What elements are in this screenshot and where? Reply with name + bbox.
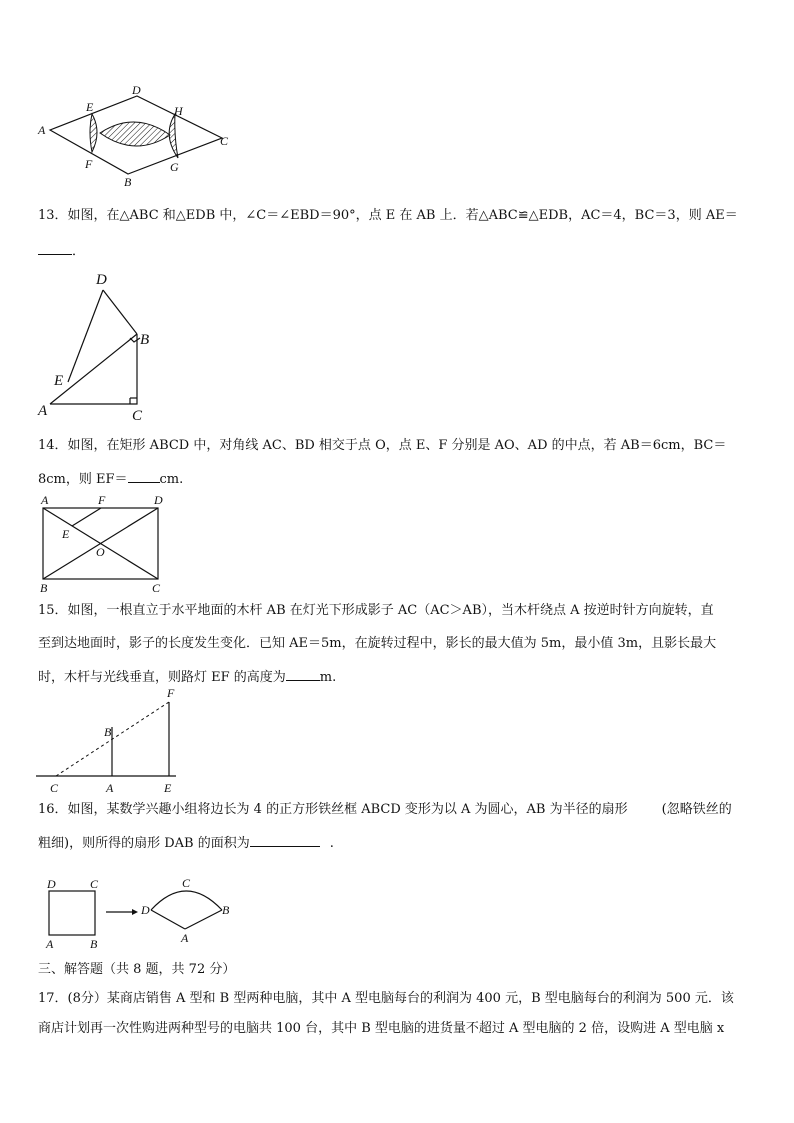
segment-de	[68, 290, 103, 382]
label-E: E	[62, 527, 70, 541]
label-A: A	[46, 937, 54, 951]
rectangle-figure	[34, 492, 174, 596]
label-E: E	[86, 100, 94, 114]
label-A: A	[41, 493, 49, 507]
segment-ef	[72, 508, 101, 526]
label-G: G	[170, 160, 179, 174]
label-C: C	[50, 781, 59, 795]
label-B: B	[222, 903, 230, 917]
label-E: E	[164, 781, 172, 795]
section-heading: 三、解答题（共 8 题，共 72 分）	[38, 962, 236, 977]
hypotenuse-ab	[50, 334, 137, 404]
q14-line1: 14．如图，在矩形 ABCD 中，对角线 AC、BD 相交于点 O，点 E、F 分别是 AO、AD 的中点，若 AB＝6cm，BC＝	[38, 438, 727, 453]
sector-arc	[151, 891, 222, 910]
label-A: A	[38, 123, 46, 137]
q15-answer-blank	[286, 668, 320, 681]
label-O: O	[96, 545, 105, 559]
sector-radius-ab	[185, 910, 222, 929]
label-C: C	[152, 581, 161, 595]
label-D: D	[47, 877, 56, 891]
label-B: B	[90, 937, 98, 951]
label-F: F	[98, 493, 106, 507]
label-A: A	[38, 403, 48, 419]
label-F: F	[85, 157, 93, 171]
left-hatch	[90, 114, 97, 152]
sector-radius-ad	[151, 910, 185, 929]
right-hatch	[169, 114, 178, 158]
label-D: D	[132, 83, 141, 97]
label-F: F	[167, 686, 175, 700]
q13-line2: ．	[38, 242, 760, 260]
triangle-figure	[30, 268, 160, 423]
label-B: B	[124, 175, 132, 189]
q17-line2: 商店计划再一次性购进两种型号的电脑共 100 台，其中 B 型电脑的进货量不超过 A 型电脑的 2 倍，设购进 A 型电脑 x	[38, 1021, 725, 1036]
label-B: B	[140, 332, 150, 348]
q16-line2: 粗细)，则所得的扇形 DAB 的面积为 .	[38, 836, 334, 851]
rhombus-figure	[30, 80, 240, 192]
arrow-head	[132, 909, 138, 915]
label-A: A	[106, 781, 114, 795]
q15-line2: 至到达地面时，影子的长度发生变化．已知 AE＝5m，在旋转过程中，影长的最大值为 5m，最小值 3m，且影长最大	[38, 636, 717, 651]
q13-answer-blank	[38, 242, 72, 255]
square-to-sector-figure	[40, 872, 240, 952]
q15-line1: 15．如图，一根直立于水平地面的木杆 AB 在灯光下形成影子 AC（AC＞AB），当木杆绕点 A 按逆时针方向旋转，直	[38, 603, 714, 618]
q17-line1: 17．(8分）某商店销售 A 型和 B 型两种电脑，其中 A 型电脑每台的利润为 400 元，B 型电脑每台的利润为 500 元．该	[38, 991, 734, 1006]
lamp-figure	[36, 684, 186, 796]
label-C: C	[132, 408, 143, 424]
square-abcd	[49, 891, 95, 935]
label-C: C	[182, 876, 191, 890]
q14-answer-blank	[128, 470, 160, 483]
q16-answer-blank	[250, 834, 320, 847]
q13-line1: 13．如图，在△ABC 和△EDB 中，∠C＝∠EBD＝90°，点 E 在 AB 上．若△ABC≌△EDB，AC＝4，BC＝3，则 AE＝	[38, 208, 738, 223]
label-C: C	[220, 134, 229, 148]
segment-db	[103, 290, 137, 334]
label-H: H	[174, 104, 183, 118]
q16-line1: 16．如图，某数学兴趣小组将边长为 4 的正方形铁丝框 ABCD 变形为以 A 为圆心，AB 为半径的扇形 (忽略铁丝的	[38, 802, 732, 817]
center-lens	[100, 122, 170, 146]
label-B: B	[40, 581, 48, 595]
label-A: A	[181, 931, 189, 945]
label-C: C	[90, 877, 99, 891]
label-E: E	[54, 373, 64, 389]
label-D: D	[154, 493, 163, 507]
label-D: D	[141, 903, 150, 917]
q14-line2: 8cm，则 EF＝ cm.	[38, 472, 184, 487]
label-B: B	[104, 725, 112, 739]
label-D: D	[96, 272, 107, 288]
q15-line3: 时，木杆与光线垂直，则路灯 EF 的高度为 m.	[38, 670, 337, 685]
